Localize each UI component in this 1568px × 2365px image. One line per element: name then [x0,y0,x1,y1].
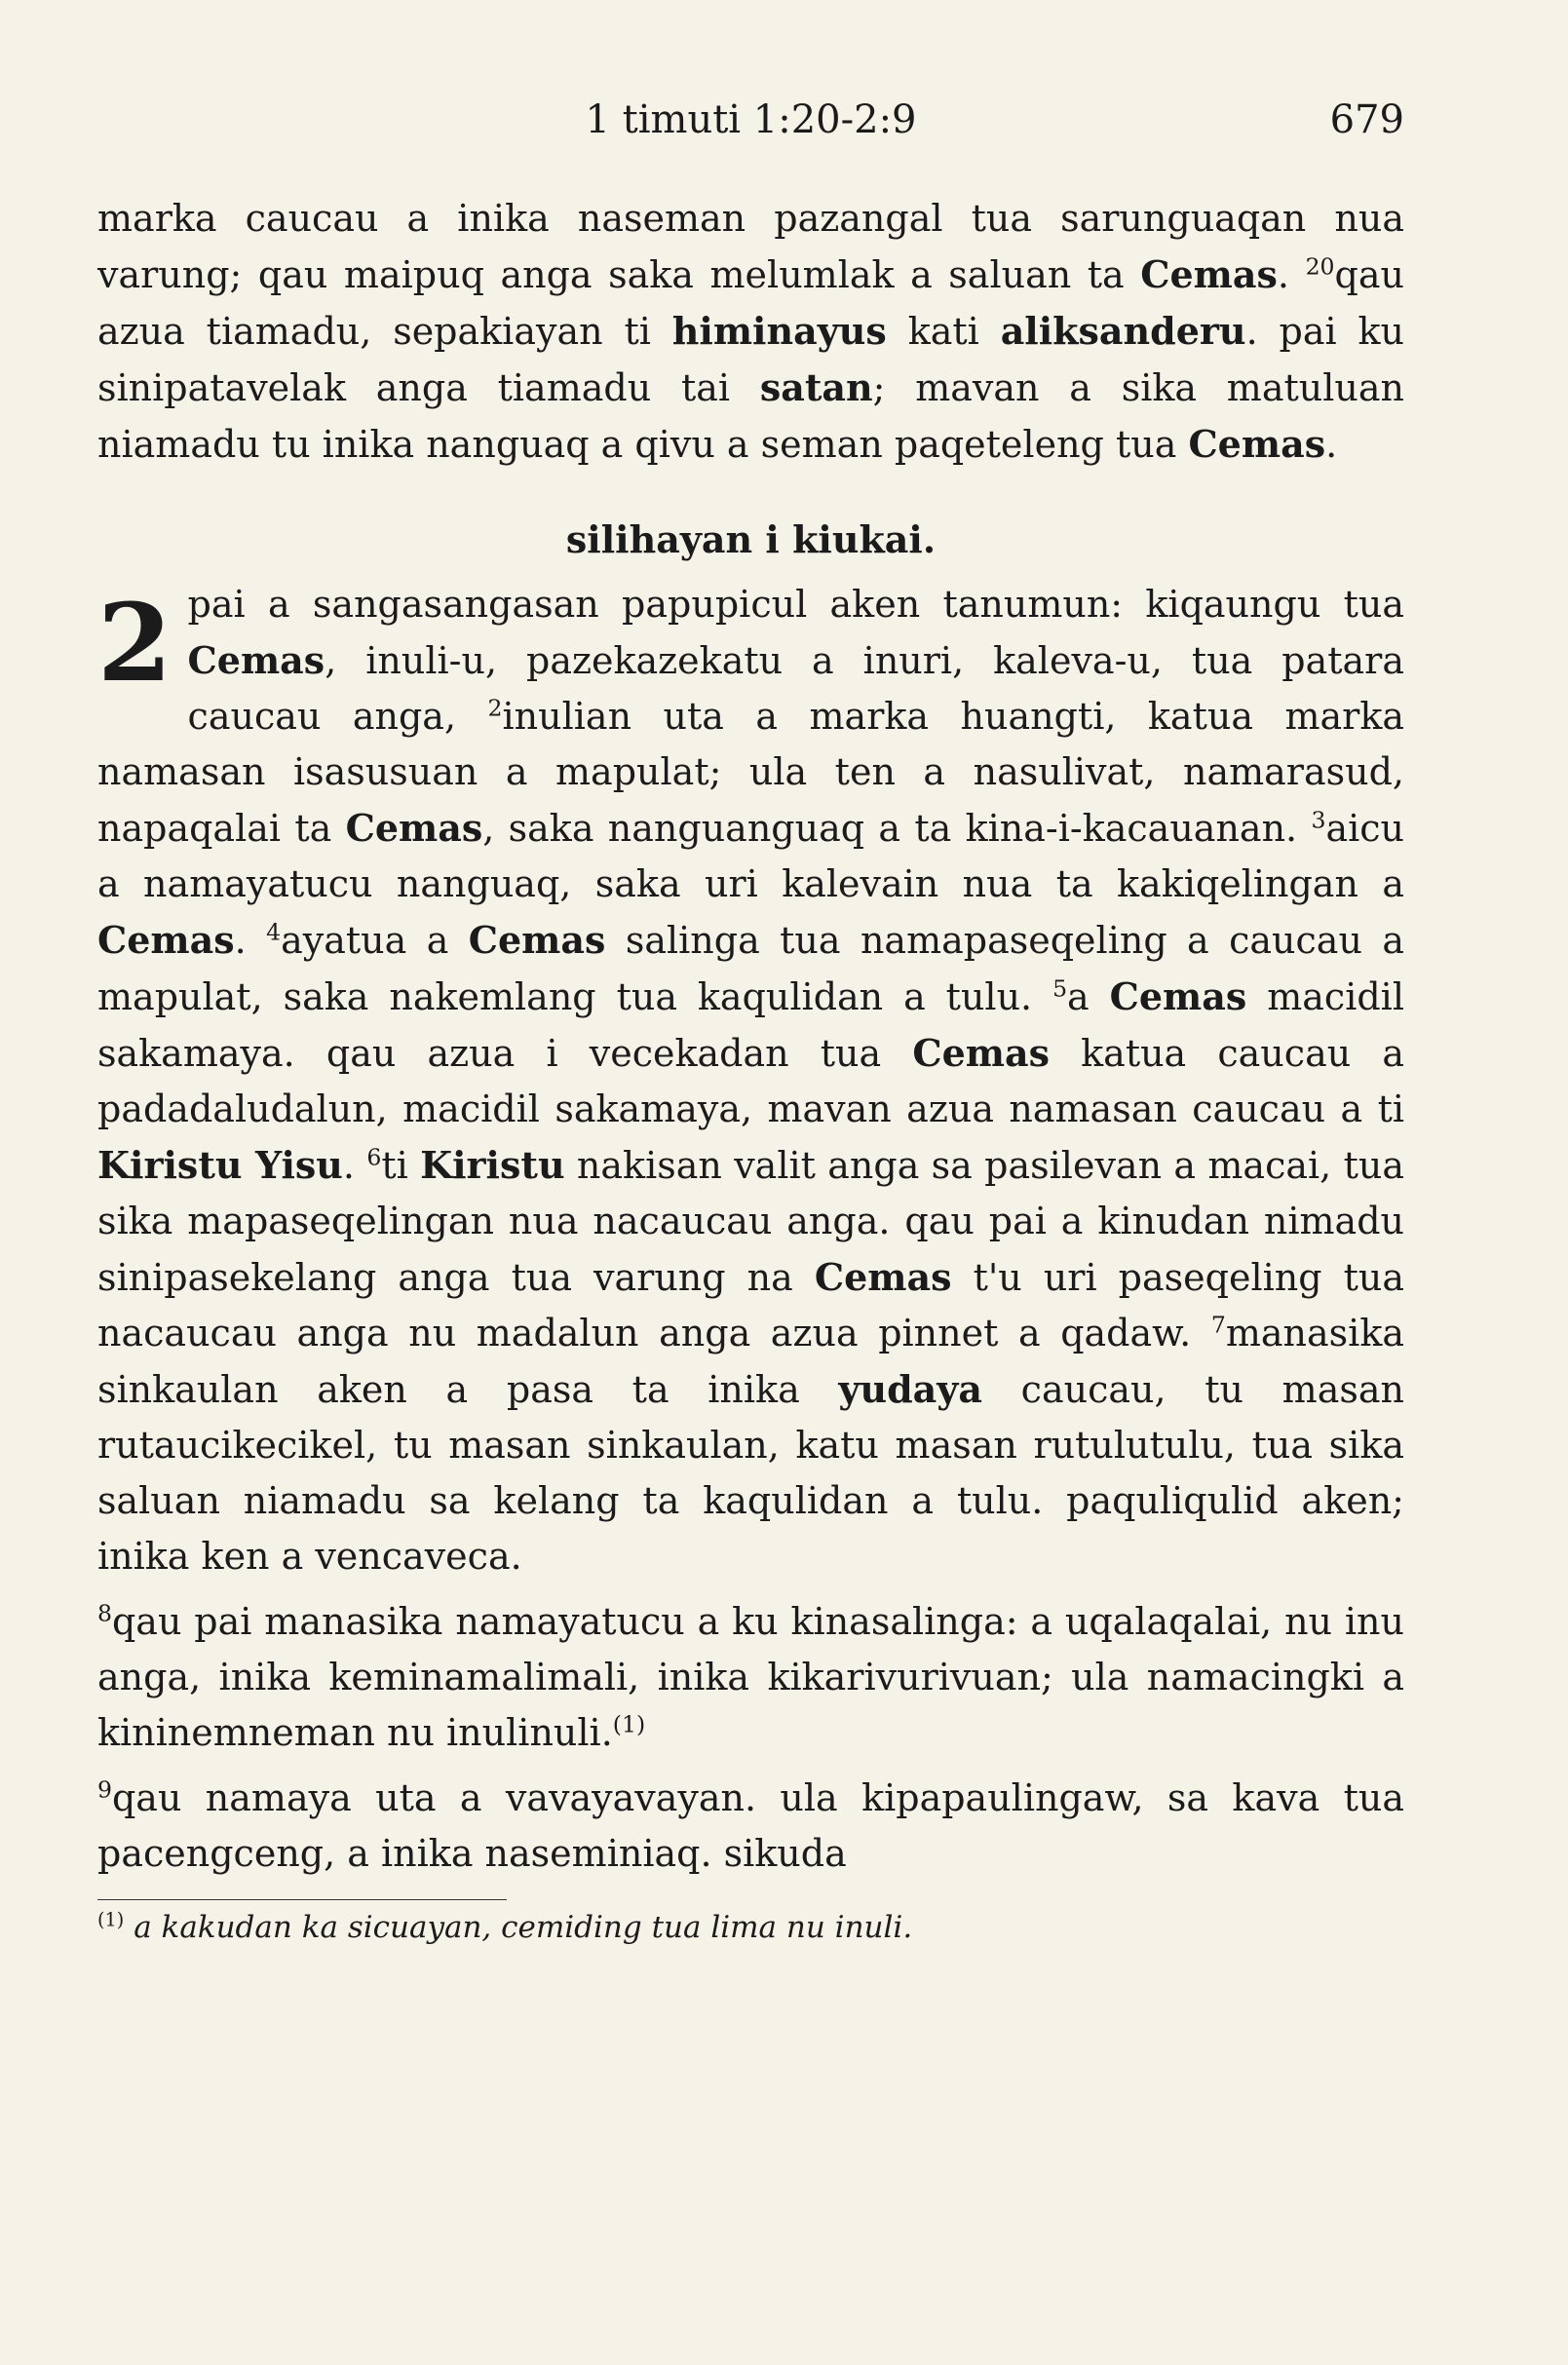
bold-name: Cemas [187,638,325,682]
text-run: manasika sinkaulan aken a pasa ta inika [97,1312,1404,1411]
bold-name: Cemas [1140,252,1278,296]
text-run: pai a sangasangasan papupicul aken tanumun: kiqaungu tua [187,583,1404,626]
chapter-paragraph [97,577,1404,1584]
running-title: 1 timuti 1:20-2:9 [585,97,917,142]
verse-number: 4 [266,918,282,946]
verse-number: 7 [1210,1311,1226,1339]
footnote-divider [97,1899,507,1900]
text-run: . pai ku sinipatavelak anga tiamadu tai [97,310,1405,409]
footnote-text: a kakudan ka sicuayan, cemiding tua lima nu inuli. [134,1910,913,1945]
bold-name: Cemas [1109,974,1247,1018]
paragraph-9 [97,1771,1404,1882]
text-run: marka caucau a inika naseman pazangal tua sarunguaqan nua varung; qau maipuq anga saka melumlak a saluan ta [97,197,1404,296]
text-run: aicu a namayatucu nanguaq, saka uri kalevain nua ta kakiqelingan a [97,807,1405,905]
text-run: . [1325,423,1338,466]
text-run: inulian uta a marka huangti, katua marka namasan isasusuan a mapulat; ula ten a nasulivat, namarasud, napaqalai ta [97,695,1404,850]
verse-number: 6 [366,1143,382,1171]
verse-number: 3 [1311,806,1326,834]
text-run: a [1067,975,1110,1018]
bold-name: aliksanderu [1000,309,1246,353]
text-run: salinga tua namapaseqeling a caucau a mapulat, saka nakemlang tua kaqulidan a tulu. [97,919,1404,1018]
text-run: , saka nanguanguaq a ta kina-i-kacauanan. [482,807,1312,850]
text-run: nakisan valit anga sa pasilevan a macai, tua sika mapaseqelingan nua nacaucau anga. qau pai a kinudan nimadu sinipasekelang anga tua varung na [97,1144,1404,1299]
running-header [97,97,1404,166]
bold-name: Kiristu [420,1143,565,1187]
verse-number: 8 [97,1599,112,1627]
bold-name: Cemas [1188,422,1326,466]
bold-name: yudaya [838,1367,983,1411]
bold-name: Cemas [814,1255,952,1299]
text-run: caucau, tu masan rutaucikecikel, tu masan sinkaulan, katu masan rutulutulu, tua sika saluan niamadu sa kelang ta kaqulidan a tulu. paquliqulid aken; inika ken a vencaveca. [97,1368,1404,1578]
text-run: t'u uri paseqeling tua nacaucau anga nu madalun anga azua pinnet a qadaw. [97,1256,1405,1354]
text-run: . [342,1144,367,1187]
text-run: . [234,919,267,962]
section-heading: silihayan i kiukai. [565,517,937,561]
text-run: katua caucau a padadaludalun, macidil sakamaya, mavan azua namasan caucau a ti [97,1032,1404,1130]
chapter-number: 2 [97,580,172,706]
bold-name: himinayus [671,309,887,353]
text-run: ti [381,1144,421,1187]
verse-number: 20 [1305,252,1335,281]
text-run: ayatua a [281,919,469,962]
page-number: 679 [1329,97,1404,142]
paragraph-8 [97,1594,1404,1761]
verse-number: 5 [1052,974,1068,1003]
bold-name: Cemas [345,806,483,850]
bold-name: Cemas [97,918,235,962]
footnote [97,1906,1404,1949]
footnote-marker: (1) [97,1908,125,1931]
text-run: macidil sakamaya. qau azua i vecekadan tua [97,975,1404,1075]
text-run: . [1277,253,1306,296]
text-run: , inuli-u, pazekazekatu a inuri, kaleva-u, tua patara caucau anga, [187,639,1404,738]
text-run: qau namaya uta a vavayavayan. ula kipapaulingaw, sa kava tua pacengceng, a inika naseminiaq. sikuda [97,1776,1404,1875]
footnote-reference: (1) [612,1710,646,1738]
body-text [97,191,1404,1882]
bold-name: Kiristu Yisu [97,1143,343,1187]
verse-number: 9 [97,1775,112,1804]
bold-name: Cemas [912,1031,1050,1075]
text-run: kati [886,310,1001,353]
text-run: ; mavan a sika matuluan niamadu tu inika nanguaq a qivu a seman paqeteleng tua [97,366,1404,466]
verse-number: 2 [487,694,503,722]
text-run: qau azua tiamadu, sepakiayan ti [97,253,1404,353]
bold-name: satan [759,365,873,409]
paragraph-1 [97,191,1404,473]
bold-name: Cemas [468,918,606,962]
text-run: qau pai manasika namayatucu a ku kinasalinga: a uqalaqalai, nu inu anga, inika keminamalimali, inika kikarivurivuan; ula namacingki a kininemneman nu inulinuli. [97,1600,1404,1754]
